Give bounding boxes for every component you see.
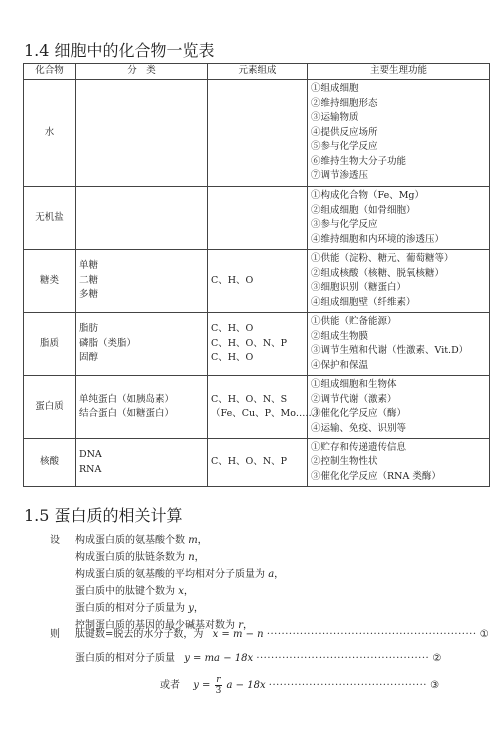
compound-name: 糖类 xyxy=(24,250,76,313)
function-item: ④运输、免疫、识别等 xyxy=(311,422,407,434)
fraction xyxy=(215,675,223,696)
compound-classes xyxy=(76,313,208,376)
function-item: ③催化化学反应（RNA 类酶） xyxy=(311,470,441,482)
compound-classes xyxy=(76,376,208,439)
compound-functions xyxy=(308,250,490,313)
element-item: C、H、O xyxy=(211,352,254,364)
compound-name: 无机盐 xyxy=(24,187,76,250)
function-item: ②调节代谢（激素） xyxy=(311,393,397,405)
compound-elements xyxy=(208,187,308,250)
compound-functions xyxy=(308,187,490,250)
compound-classes xyxy=(76,187,208,250)
class-item: RNA xyxy=(79,463,102,475)
compound-name: 脂质 xyxy=(24,313,76,376)
table-row xyxy=(24,313,490,376)
function-item: ⑦调节渗透压 xyxy=(311,170,369,182)
element-item: C、H、O、N、S xyxy=(211,393,288,405)
compound-classes xyxy=(76,439,208,487)
equation-formula: y = ma − 18x xyxy=(184,653,254,664)
function-item: ①供能（淀粉、糖元、葡萄糖等） xyxy=(311,253,454,264)
table-row xyxy=(24,376,490,439)
function-item: ②控制生物性状 xyxy=(311,456,378,468)
class-item: 结合蛋白（如糖蛋白） xyxy=(79,408,175,419)
equation-marker: ② xyxy=(432,653,442,664)
compound-name: 水 xyxy=(24,80,76,187)
element-item: C、H、O、N、P xyxy=(211,337,288,349)
compound-classes xyxy=(76,250,208,313)
fraction-denominator: 3 xyxy=(215,686,222,696)
compound-elements xyxy=(208,376,325,439)
compound-functions xyxy=(308,439,490,487)
section-title-1-4: 1.4 细胞中的化合物一览表 xyxy=(24,41,215,60)
header-class: 分 类 xyxy=(76,64,208,80)
function-item: ①组成细胞 xyxy=(311,83,359,95)
header-functions: 主要生理功能 xyxy=(308,64,490,80)
element-item: C、H、O xyxy=(211,323,254,335)
compound-name: 蛋白质 xyxy=(24,376,76,439)
function-item: ③调节生殖和代谢（性激素、Vit.D） xyxy=(311,345,469,356)
function-item: ①供能（贮备能源） xyxy=(311,316,397,327)
function-item: ②维持细胞形态 xyxy=(311,97,378,109)
compound-elements xyxy=(208,250,308,313)
equation-3 xyxy=(160,675,439,696)
function-item: ①贮存和传递遗传信息 xyxy=(311,441,407,453)
section-title-1-5: 1.5 蛋白质的相关计算 xyxy=(24,506,183,525)
assumption-line: 构成蛋白质的氨基酸个数 m， xyxy=(75,535,208,546)
class-item: 多糖 xyxy=(79,289,99,301)
compound-table xyxy=(23,63,490,487)
function-item: ②组成核酸（核糖、脱氧核糖） xyxy=(311,267,445,279)
equation-lhs: y = xyxy=(193,680,211,691)
class-item: DNA xyxy=(79,449,102,460)
class-item: 磷脂（类脂） xyxy=(79,337,137,349)
function-item: ③参与化学反应 xyxy=(311,219,378,230)
function-item: ⑥维持生物大分子功能 xyxy=(311,155,407,167)
function-item: ③运输物质 xyxy=(311,112,359,124)
leader-dots: ··············································· xyxy=(256,653,430,664)
header-elements: 元素组成 xyxy=(208,64,308,80)
equation-2 xyxy=(75,649,441,664)
class-item: 单糖 xyxy=(79,260,99,272)
leader-dots: ························································· xyxy=(266,629,477,640)
compound-functions xyxy=(308,313,490,376)
assumption-line: 蛋白质的相对分子质量为 y， xyxy=(75,603,204,614)
equation-formula: x = m − n xyxy=(212,629,264,640)
function-item: ②组成生物膜 xyxy=(311,330,369,342)
function-item: ②组成细胞（如骨细胞） xyxy=(311,204,416,216)
class-item: 固醇 xyxy=(79,352,99,364)
fraction-numerator: r xyxy=(216,675,221,685)
element-item: C、H、O、N、P xyxy=(211,456,288,468)
table-row xyxy=(24,439,490,487)
function-item: ④保护和保温 xyxy=(311,359,369,371)
table-row xyxy=(24,187,490,250)
function-item: ③催化化学反应（酶） xyxy=(311,408,407,419)
leader-dots: ··········································· xyxy=(268,680,427,691)
table-row xyxy=(24,80,490,187)
compound-functions xyxy=(308,80,490,187)
compound-elements xyxy=(208,80,308,187)
equation-marker: ① xyxy=(479,629,489,640)
header-compound: 化合物 xyxy=(24,64,76,80)
class-item: 单纯蛋白（如胰岛素） xyxy=(79,393,175,405)
assumption-line: 构成蛋白质的氨基酸的平均相对分子质量为 a， xyxy=(75,569,285,580)
function-item: ④组成细胞壁（纤维素） xyxy=(311,296,416,308)
function-item: ①组成细胞和生物体 xyxy=(311,379,397,390)
function-item: ④维持细胞和内环境的渗透压） xyxy=(311,233,445,245)
compound-classes xyxy=(76,80,208,187)
equation-label: 或者 xyxy=(160,680,180,691)
assumption-line: 控制蛋白质的基因的最少碱基对数为 r， xyxy=(75,620,253,631)
function-item: ①构成化合物（Fe、Mg） xyxy=(311,190,425,201)
set-label: 设 xyxy=(50,535,60,546)
compound-elements xyxy=(208,439,308,487)
equation-label: 肽键数=脱去的水分子数，为 xyxy=(75,629,204,640)
compound-elements xyxy=(208,313,308,376)
table-header-row xyxy=(24,64,490,80)
function-item: ⑤参与化学反应 xyxy=(311,141,378,153)
equation-1 xyxy=(75,625,489,640)
assumption-line: 构成蛋白质的肽链条数为 n， xyxy=(75,552,205,563)
class-item: 脂肪 xyxy=(79,323,99,335)
class-item: 二糖 xyxy=(79,274,99,286)
compound-functions xyxy=(308,376,490,439)
element-item: C、H、O xyxy=(211,274,254,286)
table-row xyxy=(24,250,490,313)
equation-label: 蛋白质的相对分子质量 xyxy=(75,653,175,664)
function-item: ③细胞识别（糖蛋白） xyxy=(311,282,407,293)
function-item: ④提供反应场所 xyxy=(311,126,378,138)
element-item: （Fe、Cu、P、Mo……） xyxy=(211,408,325,419)
equation-rhs: a − 18x xyxy=(226,680,266,691)
then-label: 则 xyxy=(50,629,60,640)
compound-name: 核酸 xyxy=(24,439,76,487)
assumption-line: 蛋白质中的肽键个数为 x， xyxy=(75,586,194,597)
equation-marker: ③ xyxy=(430,680,440,691)
